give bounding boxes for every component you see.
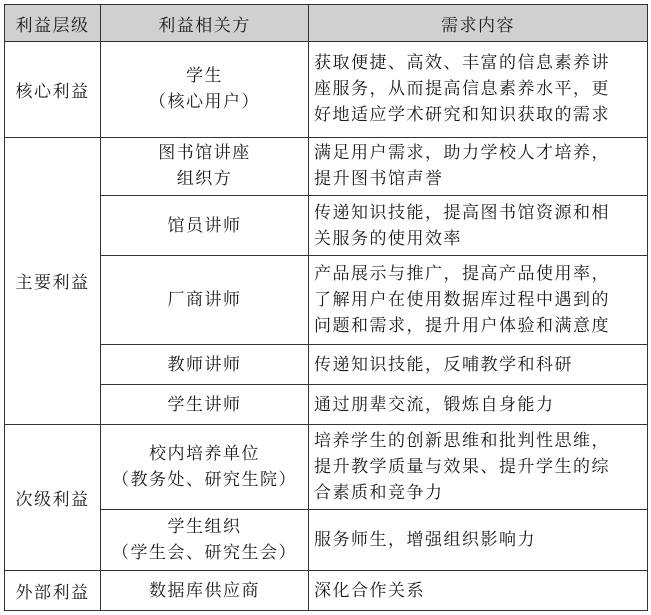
level-external: 外部利益 xyxy=(5,571,101,611)
table-row xyxy=(5,425,648,510)
party-line: （学生会、研究生会） xyxy=(112,543,297,564)
party-cell xyxy=(101,256,309,344)
need-cell xyxy=(309,571,648,611)
party-line: 校内培养单位 xyxy=(149,444,260,465)
table-row xyxy=(5,510,648,571)
party-line: 组织方 xyxy=(176,169,233,190)
party-line: 数据库供应商 xyxy=(149,580,260,601)
table-row xyxy=(5,256,648,344)
need-cell xyxy=(309,42,648,138)
need-cell xyxy=(309,425,648,510)
table-row xyxy=(5,385,648,425)
header-need: 需求内容 xyxy=(309,5,648,42)
level-core: 核心利益 xyxy=(5,42,101,138)
level-main: 主要利益 xyxy=(5,137,101,425)
party-cell xyxy=(101,510,309,571)
need-cell xyxy=(309,196,648,256)
table-row xyxy=(5,137,648,196)
party-cell xyxy=(101,42,309,138)
need-cell xyxy=(309,385,648,425)
party-line: （教务处、研究生院） xyxy=(112,470,297,491)
need-line: 了解用户在使用数据库过程中遇到的 xyxy=(314,290,610,311)
need-line: 合素质和竞争力 xyxy=(314,483,444,504)
party-cell xyxy=(101,196,309,256)
party-line: 学生 xyxy=(186,66,223,87)
party-line: 图书馆讲座 xyxy=(158,143,251,164)
need-line: 提升教学质量与效果、提升学生的综 xyxy=(314,457,610,478)
party-cell xyxy=(101,385,309,425)
need-line: 提升图书馆声誉 xyxy=(314,169,444,190)
party-line: 馆员讲师 xyxy=(167,215,242,236)
table-row xyxy=(5,196,648,256)
level-secondary: 次级利益 xyxy=(5,425,101,571)
party-cell xyxy=(101,344,309,385)
need-line: 通过朋辈交流，锻炼自身能力 xyxy=(314,394,555,415)
need-line: 传递知识技能，提高图书馆资源和相 xyxy=(314,202,610,223)
party-cell xyxy=(101,425,309,510)
need-line: 满足用户需求，助力学校人才培养， xyxy=(314,143,610,164)
stakeholder-table xyxy=(4,4,648,611)
party-line: 教师讲师 xyxy=(167,354,242,375)
need-line: 问题和需求，提升用户体验和满意度 xyxy=(314,316,610,337)
table-row xyxy=(5,571,648,611)
header-party: 利益相关方 xyxy=(101,5,309,42)
header-row xyxy=(5,5,648,42)
party-line: 学生组织 xyxy=(167,517,242,538)
header-level: 利益层级 xyxy=(5,5,101,42)
need-line: 深化合作关系 xyxy=(314,580,425,601)
party-cell xyxy=(101,571,309,611)
table-row xyxy=(5,344,648,385)
party-cell xyxy=(101,137,309,196)
need-cell xyxy=(309,256,648,344)
need-cell xyxy=(309,510,648,571)
need-line: 产品展示与推广，提高产品使用率， xyxy=(314,264,610,285)
need-line: 传递知识技能，反哺教学和科研 xyxy=(314,354,573,375)
need-line: 获取便捷、高效、丰富的信息素养讲 xyxy=(314,53,610,74)
need-cell xyxy=(309,137,648,196)
need-line: 服务师生，增强组织影响力 xyxy=(314,530,536,551)
need-cell xyxy=(309,344,648,385)
table-row xyxy=(5,42,648,138)
party-line: 厂商讲师 xyxy=(167,290,242,311)
need-line: 座服务，从而提高信息素养水平，更 xyxy=(314,79,610,100)
party-line: 学生讲师 xyxy=(167,394,242,415)
need-line: 好地适应学术研究和知识获取的需求 xyxy=(314,105,610,126)
party-line: （核心用户） xyxy=(149,92,260,113)
need-line: 培养学生的创新思维和批判性思维， xyxy=(314,431,610,452)
need-line: 关服务的使用效率 xyxy=(314,228,462,249)
